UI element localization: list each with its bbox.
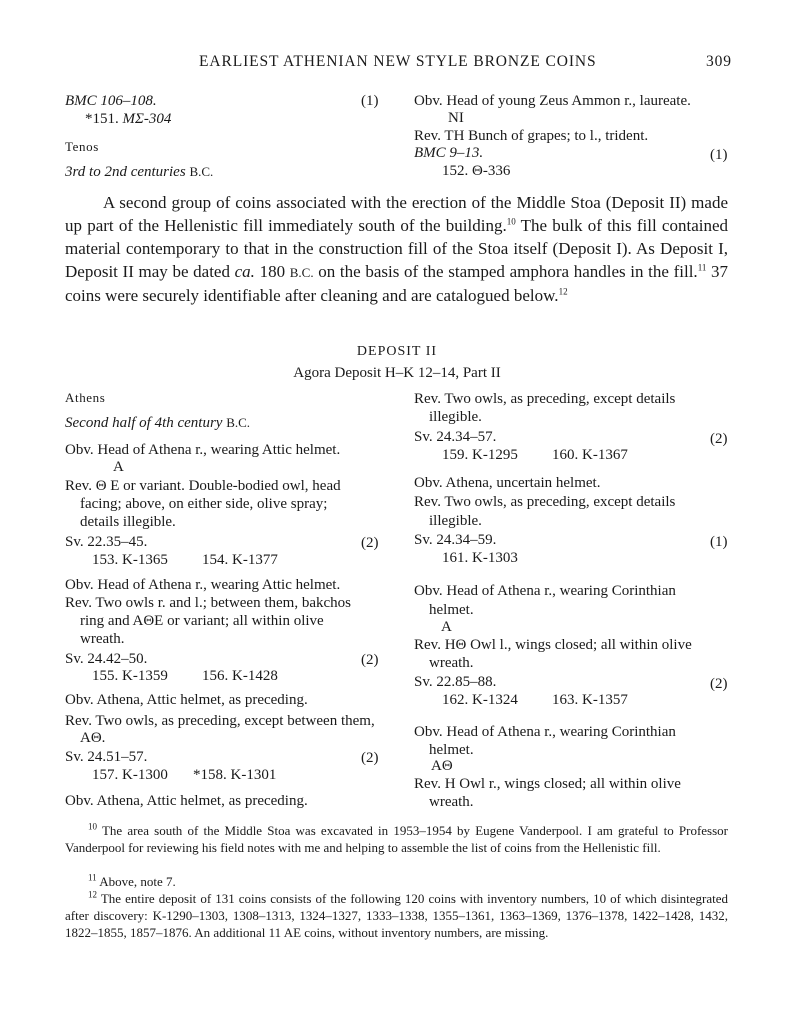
catalogue-item: 153. K-1365 bbox=[92, 552, 168, 568]
item-number: *151. bbox=[85, 111, 119, 127]
obverse-description: Obv. Head of Athena r., wearing Attic helmet. bbox=[65, 577, 341, 593]
reverse-description: details illegible. bbox=[80, 514, 176, 530]
footnote-12 bbox=[65, 890, 728, 941]
reverse-description: Rev. Two owls, as preceding, except between them, bbox=[65, 713, 375, 729]
bmc-reference: BMC 106–108. bbox=[65, 93, 157, 109]
reverse-description: ring and AΘE or variant; all within olive bbox=[80, 613, 324, 629]
specimen-count: (1) bbox=[361, 93, 379, 109]
obverse-description: Obv. Head of Athena r., wearing Corinthian bbox=[414, 583, 676, 599]
footnote-ref[interactable]: 11 bbox=[697, 262, 707, 273]
specimen-count: (1) bbox=[710, 147, 728, 163]
paragraph-text: A second group of coins associated with the erection of the Middle Stoa (Deposit II) made up part of the Hellenistic fill immediately south of the building. bbox=[65, 193, 728, 235]
specimen-count: (1) bbox=[710, 534, 728, 550]
obverse-description: Obv. Athena, Attic helmet, as preceding. bbox=[65, 793, 308, 809]
footnote-10 bbox=[65, 822, 728, 856]
date-heading bbox=[65, 414, 250, 432]
obverse-letters: AΘ bbox=[431, 758, 453, 774]
obverse-description: Obv. Head of young Zeus Ammon r., laureate. bbox=[414, 93, 691, 109]
running-title: EARLIEST ATHENIAN NEW STYLE BRONZE COINS bbox=[199, 53, 597, 70]
svoronos-reference: Sv. 22.85–88. bbox=[414, 674, 497, 690]
catalogue-item: 161. K-1303 bbox=[442, 550, 518, 566]
catalogue-item: 157. K-1300 bbox=[92, 767, 168, 783]
reverse-description: Rev. Θ E or variant. Double-bodied owl, head bbox=[65, 478, 341, 494]
specimen-count: (2) bbox=[710, 431, 728, 447]
svoronos-reference: Sv. 22.35–45. bbox=[65, 534, 148, 550]
obverse-description: helmet. bbox=[429, 602, 474, 618]
paragraph-text: The bulk of this fill contained material contemporary to that in the construction fill of the Stoa itself (Deposit I). As Deposit I, Deposit II may be dated bbox=[65, 216, 729, 281]
catalogue-item: 163. K-1357 bbox=[552, 692, 628, 708]
paragraph-text: on the basis of the stamped amphora handles in the fill. bbox=[313, 262, 698, 281]
obverse-description: Obv. Head of Athena r., wearing Attic helmet. bbox=[65, 442, 341, 458]
catalogue-item: 152. Θ-336 bbox=[442, 163, 511, 179]
specimen-count: (2) bbox=[361, 535, 379, 551]
era-label: B.C. bbox=[189, 164, 214, 179]
date-text: 3rd to 2nd centuries bbox=[65, 164, 186, 180]
svoronos-reference: Sv. 24.34–59. bbox=[414, 532, 497, 548]
paragraph-text: ca. bbox=[234, 262, 255, 281]
reverse-description: Rev. HΘ Owl l., wings closed; all within olive bbox=[414, 637, 692, 653]
deposit-subtitle: Agora Deposit H–K 12–14, Part II bbox=[293, 365, 501, 381]
reverse-description: Rev. Two owls, as preceding, except details bbox=[414, 494, 676, 510]
paragraph-text: 180 bbox=[254, 262, 290, 281]
reverse-description: Rev. Two owls, as preceding, except details bbox=[414, 391, 676, 407]
specimen-count: (2) bbox=[361, 652, 379, 668]
obverse-description: Obv. Head of Athena r., wearing Corinthian bbox=[414, 724, 676, 740]
catalogue-item: 159. K-1295 bbox=[442, 447, 518, 463]
footnote-marker: 12 bbox=[88, 889, 97, 900]
reverse-description: Rev. Two owls r. and l.; between them, bakchos bbox=[65, 595, 351, 611]
svoronos-reference: Sv. 24.42–50. bbox=[65, 651, 148, 667]
section-heading-athens: Athens bbox=[65, 390, 106, 405]
catalogue-item: 154. K-1377 bbox=[202, 552, 278, 568]
reverse-description: illegible. bbox=[429, 409, 482, 425]
reverse-description: wreath. bbox=[429, 794, 474, 810]
reverse-description: illegible. bbox=[429, 513, 482, 529]
era-label: B.C. bbox=[289, 265, 314, 280]
footnote-marker: 11 bbox=[88, 872, 97, 883]
specimen-count: (2) bbox=[710, 676, 728, 692]
obverse-description: helmet. bbox=[429, 742, 474, 758]
era-label: B.C. bbox=[226, 415, 251, 430]
reverse-description: Rev. H Owl r., wings closed; all within olive bbox=[414, 776, 681, 792]
obverse-letter: A bbox=[113, 459, 124, 475]
catalogue-item: 156. K-1428 bbox=[202, 668, 278, 684]
footnote-text: The entire deposit of 131 coins consists of the following 120 coins with inventory numbers, 10 of which disintegrated after discovery: K-1290–1303, 1308–1313, 1324–1327, 1333–1338, 1355–1361, 1363–1369, 1376–1378, 1422–1428, 1432, 1822–1855, 1857–1876. An additional 11 AE coins, without inventory numbers, are missing. bbox=[65, 891, 729, 940]
inventory-number: MΣ-304 bbox=[122, 111, 172, 127]
section-heading-tenos: Tenos bbox=[65, 139, 99, 154]
footnote-text: The area south of the Middle Stoa was excavated in 1953–1954 by Eugene Vanderpool. I am grateful to Professor Vanderpool for reviewing his field notes with me and helping to assemble the list of coins from the Hellenistic fill. bbox=[65, 823, 728, 855]
reverse-description: facing; above, on either side, olive spray; bbox=[80, 496, 328, 512]
obverse-letters: NI bbox=[448, 110, 464, 126]
reverse-description: AΘ. bbox=[80, 730, 106, 746]
catalogue-item: *158. K-1301 bbox=[193, 767, 277, 783]
bmc-reference: BMC 9–13. bbox=[414, 145, 484, 161]
specimen-count: (2) bbox=[361, 750, 379, 766]
footnote-marker: 10 bbox=[88, 821, 97, 832]
footnote-11 bbox=[65, 873, 728, 890]
footnote-text: Above, note 7. bbox=[99, 874, 176, 889]
obverse-letter: A bbox=[441, 619, 452, 635]
reverse-description: Rev. TH Bunch of grapes; to l., trident. bbox=[414, 128, 649, 144]
footnote-ref[interactable]: 12 bbox=[558, 286, 568, 297]
reverse-description: wreath. bbox=[429, 655, 474, 671]
obverse-description: Obv. Athena, uncertain helmet. bbox=[414, 475, 601, 491]
footnote-ref[interactable]: 10 bbox=[506, 216, 516, 227]
page-number: 309 bbox=[706, 53, 732, 70]
deposit-title: DEPOSIT II bbox=[356, 344, 438, 359]
obverse-description: Obv. Athena, Attic helmet, as preceding. bbox=[65, 692, 308, 708]
catalogue-item: 155. K-1359 bbox=[92, 668, 168, 684]
date-text: Second half of 4th century bbox=[65, 415, 223, 431]
svoronos-reference: Sv. 24.34–57. bbox=[414, 429, 497, 445]
catalogue-item bbox=[85, 110, 171, 128]
reverse-description: wreath. bbox=[80, 631, 125, 647]
catalogue-item: 162. K-1324 bbox=[442, 692, 518, 708]
paragraph-text: 37 coins were securely identifiable after cleaning and are catalogued below. bbox=[65, 262, 729, 305]
date-heading bbox=[65, 163, 213, 181]
catalogue-item: 160. K-1367 bbox=[552, 447, 628, 463]
svoronos-reference: Sv. 24.51–57. bbox=[65, 749, 148, 765]
body-paragraph bbox=[65, 191, 728, 307]
